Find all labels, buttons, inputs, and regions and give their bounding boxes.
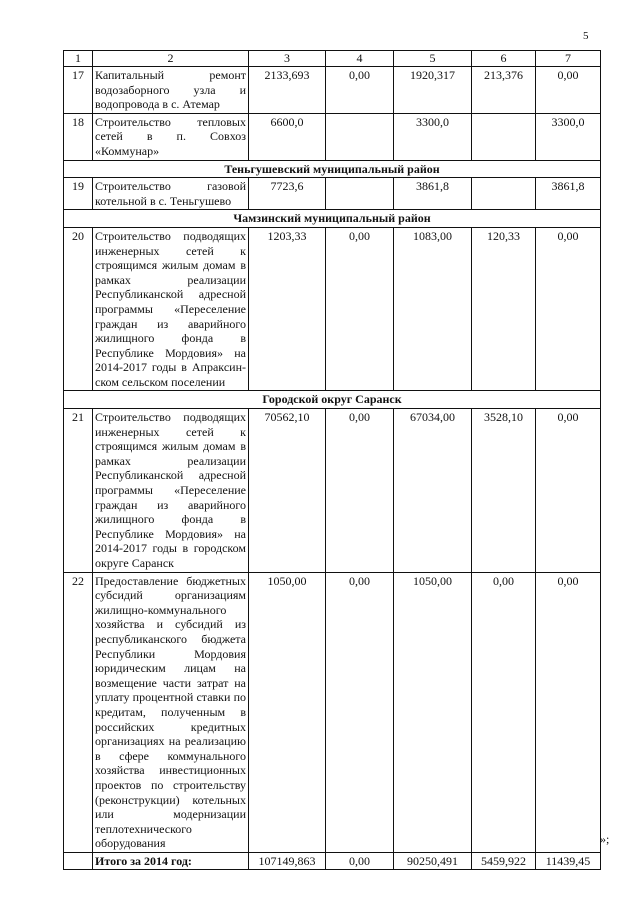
cell-c3: 70562,10	[249, 409, 326, 573]
cell-c5: 3300,0	[394, 113, 472, 160]
budget-table	[63, 50, 601, 870]
section-title: Городской округ Саранск	[64, 391, 601, 409]
total-c6: 5459,922	[472, 852, 536, 870]
cell-c4	[326, 178, 394, 210]
cell-c4	[326, 113, 394, 160]
table-row	[64, 178, 601, 210]
cell-c5: 3861,8	[394, 178, 472, 210]
header-cell: 6	[472, 51, 536, 67]
row-number: 17	[64, 67, 93, 114]
cell-c4: 0,00	[326, 572, 394, 852]
total-label: Итого за 2014 год:	[93, 852, 249, 870]
cell-c7: 0,00	[536, 227, 601, 391]
cell-c3: 1203,33	[249, 227, 326, 391]
cell-c7: 0,00	[536, 67, 601, 114]
cell-c3: 2133,693	[249, 67, 326, 114]
section-row	[64, 391, 601, 409]
section-row	[64, 160, 601, 178]
page-number: 5	[583, 30, 589, 42]
cell-c7: 0,00	[536, 572, 601, 852]
table-row	[64, 409, 601, 573]
cell-c3: 6600,0	[249, 113, 326, 160]
table-row	[64, 572, 601, 852]
cell-c4: 0,00	[326, 67, 394, 114]
row-number: 18	[64, 113, 93, 160]
header-cell: 2	[93, 51, 249, 67]
cell-c4: 0,00	[326, 409, 394, 573]
row-description: Строительство подводящих инженерных сетей к строящимся жилым домам в рамках реализации Республиканской адресной программы «Переселение граждан из аварийного жилищного фонда в Республике Мордовия» на 2014-2017 годы в Апраксин-ском сельском поселении	[93, 227, 249, 391]
table-row	[64, 113, 601, 160]
header-cell: 4	[326, 51, 394, 67]
cell-c5: 1920,317	[394, 67, 472, 114]
section-title: Теньгушевский муниципальный район	[64, 160, 601, 178]
cell-c4: 0,00	[326, 227, 394, 391]
row-description: Строительство тепловых сетей в п. Совхоз «Коммунар»	[93, 113, 249, 160]
cell-c6	[472, 178, 536, 210]
section-row	[64, 210, 601, 228]
header-row	[64, 51, 601, 67]
row-number: 20	[64, 227, 93, 391]
row-description: Строительство газовой котельной в с. Теньгушево	[93, 178, 249, 210]
section-title: Чамзинский муниципальный район	[64, 210, 601, 228]
total-c3: 107149,863	[249, 852, 326, 870]
closing-quote: »;	[600, 832, 610, 846]
cell-c5: 1083,00	[394, 227, 472, 391]
cell-c7: 3861,8	[536, 178, 601, 210]
total-c4: 0,00	[326, 852, 394, 870]
header-cell: 1	[64, 51, 93, 67]
row-description: Капитальный ремонт водозаборного узла и водопровода в с. Атемар	[93, 67, 249, 114]
cell-c6: 213,376	[472, 67, 536, 114]
row-description: Строительство подводящих инженерных сетей к строящимся жилым домам в рамках реализации Республиканской адресной программы «Переселение граждан из аварийного жилищного фонда в Республике Мордовия» на 2014-2017 годы в городском округе Саранск	[93, 409, 249, 573]
cell-c6: 120,33	[472, 227, 536, 391]
row-number: 22	[64, 572, 93, 852]
row-number: 21	[64, 409, 93, 573]
cell-c6	[472, 113, 536, 160]
total-row	[64, 852, 601, 870]
header-cell: 7	[536, 51, 601, 67]
cell-c6: 0,00	[472, 572, 536, 852]
cell-c7: 3300,0	[536, 113, 601, 160]
cell-c7: 0,00	[536, 409, 601, 573]
total-c5: 90250,491	[394, 852, 472, 870]
header-cell: 3	[249, 51, 326, 67]
cell-c5: 1050,00	[394, 572, 472, 852]
cell-c5: 67034,00	[394, 409, 472, 573]
row-number: 19	[64, 178, 93, 210]
cell-c3: 1050,00	[249, 572, 326, 852]
table-row	[64, 227, 601, 391]
cell-c6: 3528,10	[472, 409, 536, 573]
total-c7: 11439,45	[536, 852, 601, 870]
total-empty-cell	[64, 852, 93, 870]
header-cell: 5	[394, 51, 472, 67]
cell-c3: 7723,6	[249, 178, 326, 210]
row-description: Предоставление бюджетных субсидий организациям жилищно-коммунального хозяйства и субсидий из республиканского бюджета Республики Мордовия юридическим лицам на возмещение части затрат на уплату процентной ставки по кредитам, полученным в российских кредитных организациях на реализацию в сфере коммунального хозяйства инвестиционных проектов по строительству (реконструкции) котельных или модернизации теплотехнического оборудования	[93, 572, 249, 852]
table-row	[64, 67, 601, 114]
